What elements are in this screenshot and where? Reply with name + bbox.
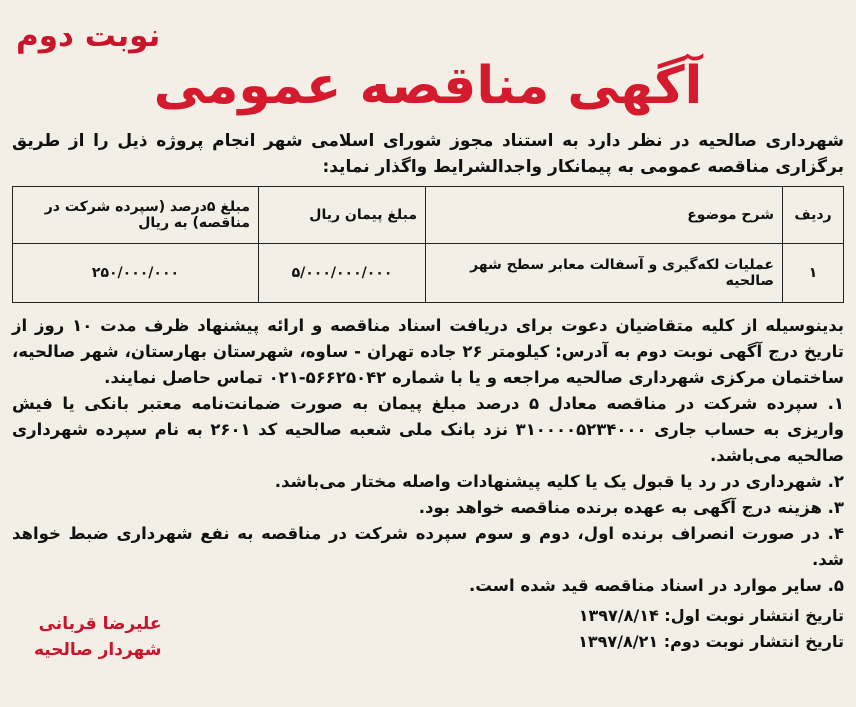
signatory-name: علیرضا قربانی bbox=[38, 614, 162, 634]
project-table bbox=[12, 186, 844, 303]
signature-block bbox=[34, 611, 161, 663]
row-deposit: ۲۵۰/۰۰۰/۰۰۰ bbox=[13, 244, 259, 303]
row-contract-amount: ۵/۰۰۰/۰۰۰/۰۰۰ bbox=[259, 244, 426, 303]
round-label: نوبت دوم bbox=[16, 18, 161, 54]
condition-5: ۵. سایر موارد در اسناد مناقصه قید شده است. bbox=[468, 576, 844, 595]
header-description: شرح موضوع bbox=[426, 187, 783, 244]
condition-1: ۱. سپرده شرکت در مناقصه معادل ۵ درصد مبلغ پیمان به صورت ضمانت‌نامه معتبر بانکی یا فیش واریزی به حساب جاری ۳۱۰۰۰۰۵۲۳۴۰۰۰ نزد بانک ملی شعبه صالحیه کد ۲۶۰۱ به نام سپرده شهرداری صالحیه می‌باشد. bbox=[12, 394, 844, 465]
signatory-role: شهردار صالحیه bbox=[34, 640, 162, 660]
notice-body bbox=[12, 313, 844, 599]
notice-title: آگهی مناقصه عمومی bbox=[153, 56, 703, 116]
condition-4: ۴. در صورت انصراف برنده اول، دوم و سوم سپرده شرکت در مناقصه به نفع شهرداری ضبط خواهد شد. bbox=[12, 524, 844, 569]
first-publication-date: تاریخ انتشار نوبت اول: ۱۳۹۷/۸/۱۴ bbox=[578, 606, 844, 625]
header-index: ردیف bbox=[783, 187, 844, 244]
invitation-paragraph: بدینوسیله از کلیه متقاضیان دعوت برای دریافت اسناد مناقصه و ارائه پیشنهاد ظرف مدت ۱۰ روز از تاریخ درج آگهی نوبت دوم به آدرس: کیلومتر ۲۶ جاده تهران - ساوه، شهرستان بهارستان، شهر صالحیه، ساختمان مرکزی شهرداری صالحیه مراجعه و یا با شماره ۵۶۶۲۵۰۴۲-۰۲۱ تماس حاصل نمایند. bbox=[12, 316, 844, 387]
table-row bbox=[13, 244, 844, 303]
header-contract-amount: مبلغ پیمان ریال bbox=[259, 187, 426, 244]
condition-2: ۲. شهرداری در رد یا قبول یک یا کلیه پیشنهادات واصله مختار می‌باشد. bbox=[274, 472, 844, 491]
row-index: ۱ bbox=[783, 244, 844, 303]
intro-paragraph: شهرداری صالحیه در نظر دارد به استناد مجوز شورای اسلامی شهر انجام پروژه ذیل را از طریق برگزاری مناقصه عمومی به پیمانکار واجدالشرایط واگذار نماید: bbox=[12, 131, 844, 177]
table-header-row bbox=[13, 187, 844, 244]
second-publication-date: تاریخ انتشار نوبت دوم: ۱۳۹۷/۸/۲۱ bbox=[578, 632, 844, 651]
row-description: عملیات لکه‌گیری و آسفالت معابر سطح شهر صالحیه bbox=[426, 244, 783, 303]
header-deposit: مبلغ ۵درصد (سپرده شرکت در مناقصه) به ریال bbox=[13, 187, 259, 244]
condition-3: ۳. هزینه درج آگهی به عهده برنده مناقصه خواهد بود. bbox=[418, 498, 844, 517]
